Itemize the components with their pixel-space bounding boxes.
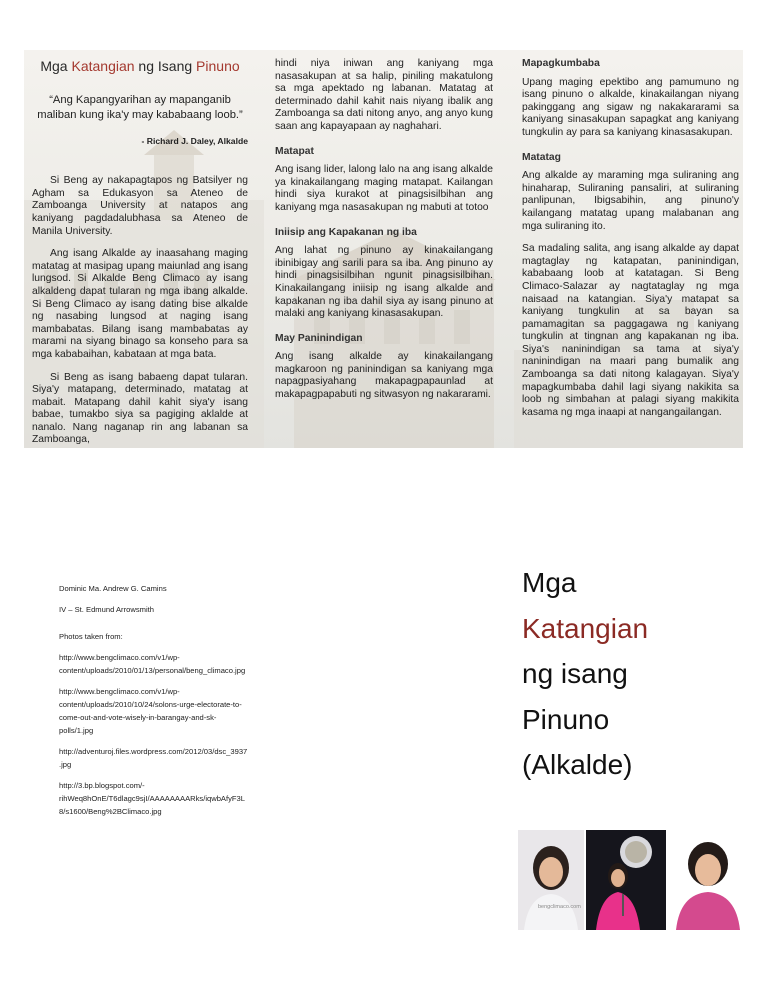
source-link[interactable]: http://3.bp.blogspot.com/-rihWeq8hOnE/T6dlagc9sjI/AAAAAAAARks/iqwbAfyF3L8/s1600/Beng%2BClimaco.jpg bbox=[59, 781, 245, 816]
opening-quote: “Ang Kapangyarihan ay mapanganib maliban kung ika'y may kababaang loob.” bbox=[37, 93, 243, 121]
paragraph: Ang isang lider, lalong lalo na ang isang alkalde ya kinakailangang maging matapat. Kailangan hindi siya kurakot at pinagsisilbihan ang kaniyang mga nasasakupan ng mabuti at totoo bbox=[275, 164, 493, 213]
section-heading: Mapagkumbaba bbox=[522, 58, 600, 69]
section-heading: May Paninindigan bbox=[275, 332, 363, 344]
source-link[interactable]: http://adventuroj.files.wordpress.com/2012/03/dsc_3937.jpg bbox=[59, 747, 248, 769]
brochure-title: Mga Katangian ng Isang Pinuno bbox=[40, 58, 240, 74]
source-link[interactable]: http://www.bengclimaco.com/v1/wp-content/uploads/2010/01/13/personal/beng_climaco.jpg bbox=[59, 653, 246, 675]
paragraph: Sa madaling salita, ang isang alkalde ay dapat magtaglay ng katapatan, paninindigan, kababaang loob at katatagan. Si Beng Climaco-Salazar ay nagtataglay ng mga naisaad na katangian. Siya'y matapat sa kaniyang tungkulin at sa bayan sa pamamagitan sa paggagawa ng kaniyang tungkulin at tingnan ang kapakanan ng iba. Siya's naninindigan sa tama at siya'y naninindigan na maari pang bumalik ang Zamboanga sa dati nitong kalagayan. Siya'y mapagkumbaba dahil lagi siyang nakikita sa loob ng simbahan at palagi siyang makikita kasama ng mga inaapi at nangangailangan. bbox=[522, 243, 739, 418]
cover-photos bbox=[518, 830, 748, 930]
title-accent-pinuno: Pinuno bbox=[196, 58, 240, 74]
paragraph: Si Beng ay nakapagtapos ng Batsilyer ng Agham sa Edukasyon sa Ateneo de Zamboanga University at natapos ang kaniyang pagdadalubhasa sa Ateneo de Manila University. bbox=[32, 175, 248, 237]
cover-title: Mga Katangian ng isang Pinuno (Alkalde) bbox=[522, 560, 752, 788]
title-accent-katangian: Katangian bbox=[71, 58, 135, 74]
section-heading: Matapat bbox=[275, 145, 314, 157]
paragraph: Si Beng as isang babaeng dapat tularan. Siya'y matapang, determinado, matatag at mabait. Matapang dahil kahit siya'y isang babae, tumakbo siya sa pagiging aklalde at nanalo. Nang naganap rin ang labanan sa Zamboanga, bbox=[32, 371, 248, 446]
paragraph: hindi niya iniwan ang kaniyang mga nasasakupan at sa halip, piniling makatulong sa mga apektado ng labanan. Matatag at determinado dahil kahit nais niyang ibalik ang Zamboanga sa dati nitong anyo, ang anyo kung saan ang kapayapaan ay naghahari. bbox=[275, 58, 493, 132]
column-one bbox=[32, 50, 248, 448]
section-heading: Iniisip ang Kapakanan ng iba bbox=[275, 226, 417, 238]
column-three bbox=[522, 58, 739, 429]
section-heading: Matatag bbox=[522, 151, 561, 163]
paragraph: Ang isang Alkalde ay inaasahang maging matatag at masipag upang maiunlad ang isang lungsod. Si Alkalde Beng Climaco ay isang alkaldeng dapat tularan ng mga ibang alkalde. Si Beng Climaco ay isang dating bise alkalde ng nasabing lungsod at naging isang mambabatas. Bilang isang mambabatas ay marami na siyang binago sa konseho para sa mga kababaihan, kabataan at mga bata. bbox=[32, 248, 248, 360]
cover-title-accent: Katangian bbox=[522, 612, 649, 644]
photo-podium bbox=[586, 830, 666, 930]
photo-portrait-2 bbox=[668, 830, 748, 930]
credits-block bbox=[59, 582, 249, 826]
column-two bbox=[275, 58, 493, 412]
quote-attribution: - Richard J. Daley, Alkalde bbox=[141, 135, 248, 146]
paragraph: Ang lahat ng pinuno ay kinakailangang ibinibigay ang sarili para sa iba. Ang pinuno ay hindi pinagsisilbihan ngunit pinagsisilbihan. Kinakailangang iniisip ng isang alkalde and kapakanan ng iba dahil siya ay isang pinuno at malaki ang kaniyang kinasasakupan. bbox=[275, 245, 493, 320]
photos-label: Photos taken from: bbox=[59, 632, 123, 641]
paragraph: Ang isang alkalde ay kinakailangang magkaroon ng paninindigan sa kaniyang mga napagpasiyahang makapagpapaunlad at makapagpapabuti ng sitwasyon ng nakararami. bbox=[275, 351, 493, 401]
photo-portrait-1 bbox=[518, 830, 584, 930]
paragraph: Ang alkalde ay maraming mga suliraning ang hinaharap, Suliraning pansaliri, at suliraning panlipunan, Ibigsabihin, ang pinuno'y kailangang matatag upang malabanan ang mga suliraning ito. bbox=[522, 170, 739, 232]
author-section: IV – St. Edmund Arrowsmith bbox=[59, 605, 154, 614]
source-link[interactable]: http://www.bengclimaco.com/v1/wp-content/uploads/2010/10/24/solons-urge-electorate-to-come-out-and-vote-wisely-in-barangay-and-sk-polls/1.jpg bbox=[59, 687, 242, 735]
inner-spread bbox=[24, 50, 743, 448]
photo-watermark: bengclimaco.com bbox=[538, 904, 581, 910]
paragraph: Upang maging epektibo ang pamumuno ng isang pinuno o alkalde, kinakailangan niyang pakinggang ang sigaw ng nakakararami sa kaniyang sinasakupan sapagkat ang kaniyang tungkulin ay para sa kaniyang kinasasakupan. bbox=[522, 76, 739, 138]
author-name: Dominic Ma. Andrew G. Camins bbox=[59, 584, 167, 593]
